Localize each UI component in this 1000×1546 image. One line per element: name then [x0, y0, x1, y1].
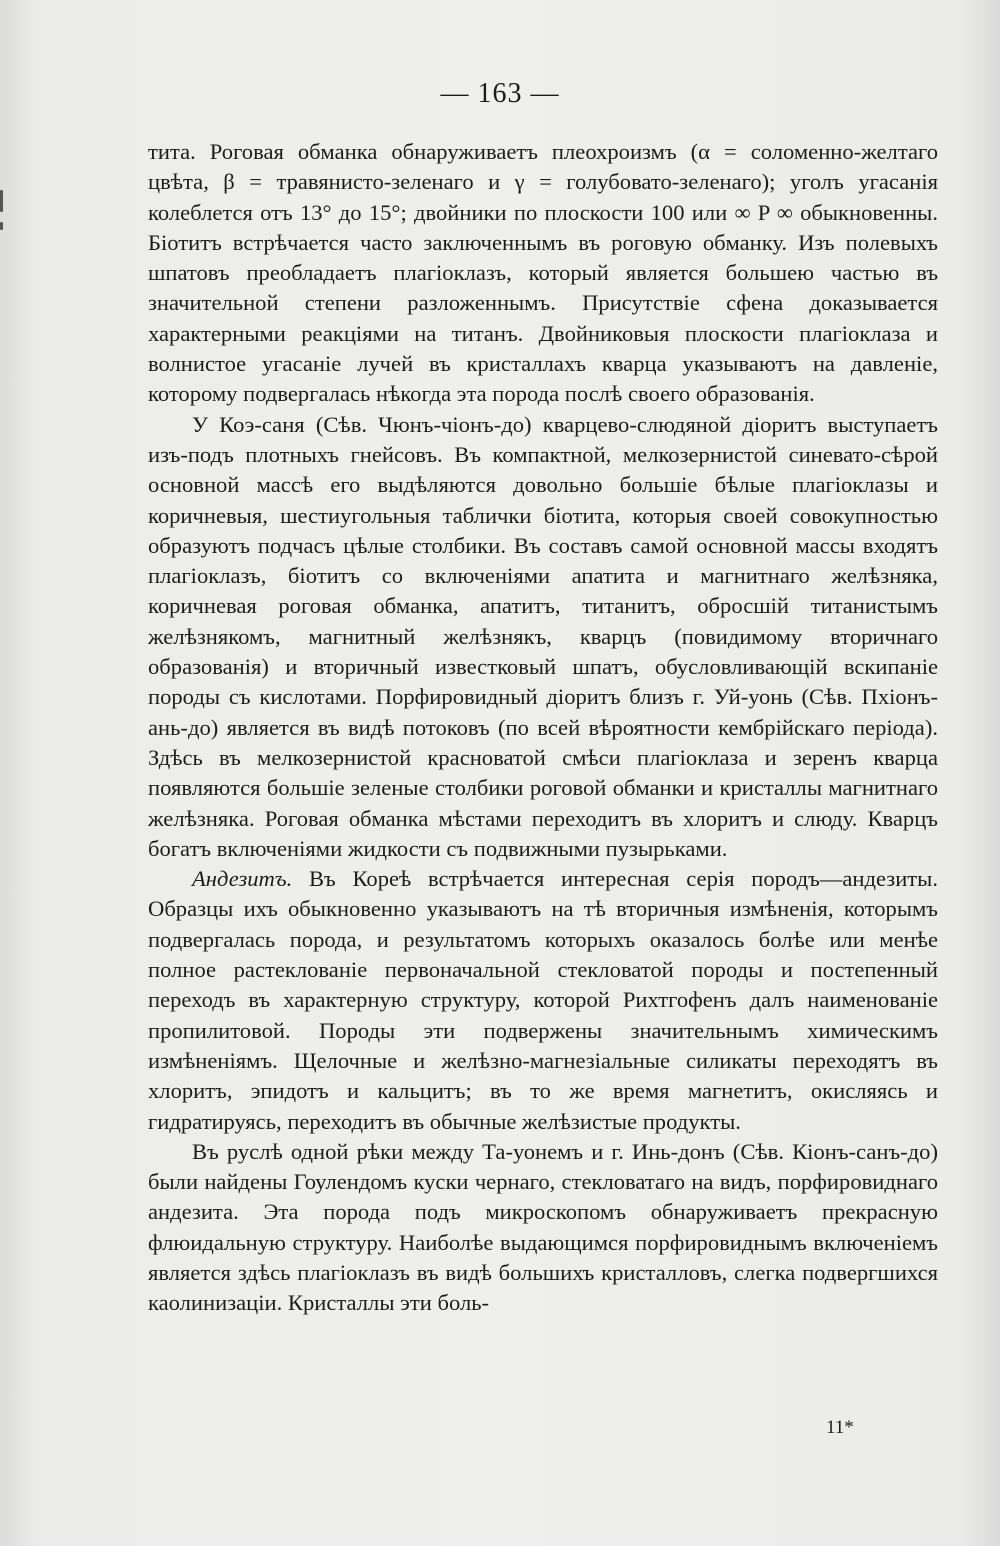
margin-mark [0, 222, 3, 230]
margin-mark [0, 190, 3, 212]
paragraph-text: У Коэ-саня (Сѣв. Чюнъ-чіонъ-до) кварцево-слюдяной діоритъ выступаетъ изъ-подъ плотныхъ гнейсовъ. Въ компактной, мелкозернистой синевато-сѣрой основной массѣ его выдѣляются довольно большіе бѣлые плагіоклазы и коричневыя, шестиугольныя таблички біотита, которыя своей совокупностью образуютъ подчасъ цѣлые столбики. Въ составъ самой основной массы входятъ плагіоклазъ, біотитъ со включеніями апатита и магнитнаго желѣзняка, коричневая роговая обманка, апатитъ, титанитъ, обросшій титанистымъ желѣзнякомъ, магнитный желѣзнякъ, кварцъ (повидимому вторичнаго образованія) и вторичный известковый шпатъ, обусловливающій вскипаніе породы съ кислотами. Порфировидный діоритъ близъ г. Уй-уонь (Сѣв. Пхіонъ-ань-до) является въ видѣ потоковъ (по всей вѣроятности кембрійскаго періода). Здѣсь въ мелкозернистой красноватой смѣси плагіоклаза и зеренъ кварца появляются большіе зеленые столбики роговой обманки и кристаллы магнитнаго желѣзняка. Роговая обманка мѣстами переходитъ въ хлоритъ и слюду. Кварцъ богатъ включеніями жидкости съ подвижными пузырьками. [148, 411, 938, 861]
paragraph [148, 1137, 938, 1319]
page-number: — 163 — [440, 78, 560, 109]
body-text [148, 137, 938, 1319]
paragraph-text: тита. Роговая обманка обнаруживаетъ плеохроизмъ (α = соломенно-желтаго цвѣта, β = травянисто-зеленаго и γ = голубовато-зеленаго); уголъ угасанія колеблется отъ 13° до 15°; двойники по плоскости 100 или ∞ P ∞ обыкновенны. Біотитъ встрѣчается часто заключеннымъ въ роговую обманку. Изъ полевыхъ шпатовъ преобладаетъ плагіоклазъ, который является большею частью въ значительной степени разложеннымъ. Присутствіе сфена доказывается характерными реакціями на титанъ. Двойниковыя плоскости плагіоклаза и волнистое угасаніе лучей въ кристаллахъ кварца указываютъ на давленіе, которому подвергалась нѣкогда эта порода послѣ своего образованія. [148, 139, 938, 407]
paragraph [148, 137, 938, 410]
signature-mark: 11* [826, 1417, 854, 1438]
paragraph-text: Въ Кореѣ встрѣчается интересная серія породъ—андезиты. Образцы ихъ обыкновенно указываютъ на тѣ вторичныя измѣненія, которымъ подвергалась порода, и результатомъ которыхъ оказалось болѣе или менѣе полное растеклованіе первоначальной стекловатой породы и постепенный переходъ въ характерную структуру, которой Рихтгофенъ далъ наименованіе пропилитовой. Породы эти подвержены значительнымъ химическимъ измѣненіямъ. Щелочные и желѣзно-магнезіальные силикаты переходятъ въ хлоритъ, эпидотъ и кальцитъ; въ то же время магнетитъ, окисляясь и гидратируясь, переходитъ въ обычные желѣзистые продукты. [148, 866, 938, 1134]
section-lead-italic: Андезитъ. [192, 866, 293, 892]
paragraph-text: Въ руслѣ одной рѣки между Та-уонемъ и г. Инь-донъ (Сѣв. Кіонъ-санъ-до) были найдены Гоулендомъ куски чернаго, стекловатаго на видъ, порфировиднаго андезита. Эта порода подъ микроскопомъ обнаруживаетъ прекрасную флюидальную структуру. Наиболѣе выдающимся порфировиднымъ включеніемъ является здѣсь плагіоклазъ въ видѣ большихъ кристалловъ, слегка подвергшихся каолинизаціи. Кристаллы эти боль- [148, 1138, 938, 1316]
paragraph [148, 864, 938, 1137]
paragraph [148, 410, 938, 864]
